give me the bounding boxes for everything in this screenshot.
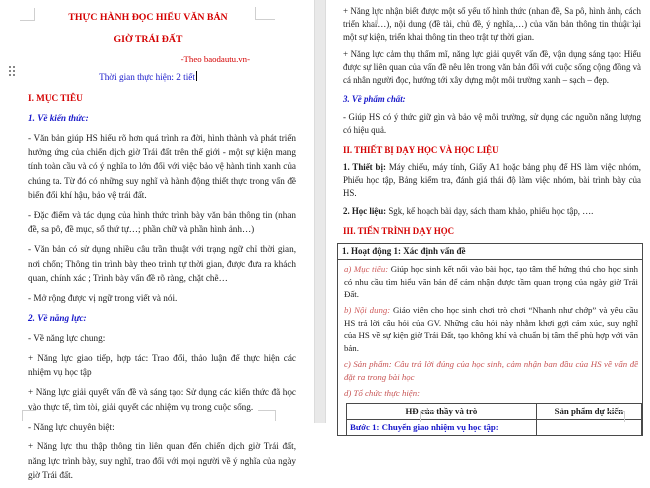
paragraph-kien-thuc-2: - Đặc điểm và tác dụng của hình thức trình bày văn bản thông tin (nhan đề, sa pô, đề mục, số thứ tự…; phần chữ và phần hình ảnh…) [28,210,296,235]
margin-corner-mark [420,411,435,422]
subheading-kien-thuc: 1. Về kiến thức: [28,113,89,123]
byline: -Theo baodautu.vn- [180,54,250,64]
margin-corner-mark [258,410,276,421]
muc-tieu-text: Giúp học sinh kết nối vào bài học, tạo tâm thế hứng thú cho học sinh có nhu cầu tìm hiểu văn bản để cảm nhận được tầm quan trọng của ngày giờ Trái Đất. [344,264,638,300]
hoc-lieu-text: Sgk, kế hoạch bài dạy, sách tham khảo, phiếu học tập, …. [386,205,594,216]
noi-dung-label: b) Nội dung: [344,305,391,316]
duration-line [28,71,268,84]
page-2[interactable] [326,0,650,432]
paragraph-nang-luc-chung: - Về năng lực chung: [28,332,106,343]
paragraph-pham-chat-1: - Giúp HS có ý thức giữ gìn và bảo vệ môi trường, sử dụng các nguồn năng lượng có hiệu quả. [343,111,641,135]
thiet-bi-label: 1. Thiết bị: [343,162,386,172]
margin-corner-mark [363,11,378,24]
paragraph-san-pham: c) Sản phẩm: Câu trả lời đúng của học sinh, cảm nhận ban đầu của HS về vấn đề đặt ra trong bài học [344,359,638,382]
paragraph-to-chuc: d) Tổ chức thực hiện: [344,387,421,398]
hoc-lieu-label: 2. Học liệu: [343,205,387,216]
margin-corner-mark [22,410,36,421]
thiet-bi-text: Máy chiếu, máy tính, Giấy A1 hoặc bảng phụ để HS làm việc nhóm, Phiếu học tập, Bảng kiểm tra, đánh giá thái độ làm việc nhóm, bài trình bày của HS. [343,162,641,198]
margin-corner-mark [607,411,625,422]
heading-tien-trinh: III. TIẾN TRÌNH DẠY HỌC [343,225,455,236]
paragraph-thiet-bi [343,161,641,200]
document-title-line1: THỰC HÀNH ĐỌC HIỂU VĂN BẢN [68,12,228,23]
duration-text: Thời gian thực hiện: 2 tiết [99,72,195,82]
paragraph-nang-luc-1: + Năng lực giao tiếp, hợp tác: Trao đổi, thảo luận để thực hiện các nhiệm vụ học tập [28,352,296,378]
text-cursor [196,71,197,81]
paragraph-hoc-lieu [343,205,641,218]
margin-corner-mark [255,7,275,20]
paragraph-nhan-biet-1: + Năng lực nhận biết được một số yếu tố hình thức (nhan đề, Sa pô, hình ảnh, cách triển khai…), nội dung (đề tài, chủ đề, ý nghĩa,…) của văn bản thông tin thuật lại một sự kiện, triển khai thông tin theo trật tự thời gian. [343,5,641,42]
activity-title-cell: 1. Hoạt động 1: Xác định vấn đề [338,244,642,260]
paragraph-nang-luc-4: + Năng lực thu thập thông tin liên quan đến chiến dịch giờ Trái đất, năng lực trình bày, suy nghĩ, trao đổi với mọi người về ý nghĩa của ngày giờ Trái đất. [28,441,296,481]
paragraph-nang-luc-3: - Năng lực chuyên biệt: [28,421,115,432]
paragraph-kien-thuc-3: - Văn bản có sử dụng nhiều câu trần thuật với trạng ngữ chỉ thời gian, nơi chốn; Thông tin trình bày theo trình tự thời gian, được đưa ra khách quan, chính xác ; Trình bày vấn đề rõ ràng, chặt chẽ… [28,244,296,284]
hd-table-col1-header: HĐ của thầy và trò [347,403,537,419]
heading-muc-tieu: I. MỤC TIÊU [28,93,83,103]
noi-dung-text: Giáo viên cho học sinh chơi trò chơi “Nhanh như chớp” và yêu cầu HS trả lời câu hỏi của GV. Những câu hỏi này nhằm khơi gợi cảm xúc, suy nghĩ của HS về sự kiện giờ Trái Đất, tạo không khí và chuẩn bị tâm thế phù hợp với văn bản. [344,305,639,354]
hd-table-col2-header: Sản phẩm dự kiến [536,403,641,419]
paragraph-noi-dung [344,304,638,354]
paragraph-muc-tieu [344,263,638,301]
hd-table [346,403,642,435]
page-gutter [314,0,326,423]
subheading-pham-chat: 3. Về phẩm chất: [343,94,406,104]
document-title-line2: GIỜ TRÁI ĐẤT [113,34,183,45]
muc-tieu-label: a) Mục tiêu: [344,264,389,274]
margin-corner-mark [620,10,637,23]
margin-corner-mark [20,8,35,21]
paragraph-kien-thuc-4: - Mở rộng được vị ngữ trong viết và nói. [28,293,178,304]
activity-table [337,243,643,436]
heading-thiet-bi: II. THIẾT BỊ DẠY HỌC VÀ HỌC LIỆU [343,144,499,155]
hd-table-row-1 [347,419,642,435]
activity-body-cell [338,263,642,399]
hd-table-header-row [347,403,642,419]
page-1-content[interactable] [28,6,296,488]
drag-handle-icon[interactable] [9,66,15,76]
hd-table-row1-left-cell: Bước 1: Chuyển giao nhiệm vụ học tập: [347,419,537,435]
paragraph-nang-luc-2: + Năng lực giải quyết vấn đề và sáng tạo: Sử dụng các kiến thức đã học vào thực tế, tìm tòi, giải quyết các nhiệm vụ trong cuộc sống. [28,387,296,412]
page-2-content[interactable] [343,0,641,436]
page-1[interactable] [0,0,314,481]
paragraph-kien-thuc-1: - Văn bản giúp HS hiểu rõ hơn quá trình ra đời, hình thành và phát triển hưởng ứng của chiến dịch giờ Trái đất trên thế giới - một sự kiện mang tính toàn cầu và có ý nghĩa to lớn đối với việc bảo vệ hành tinh xanh của chúng ta. Từ đó có những suy nghĩ và hành động thiết thực trong vấn đề biến đổi khí hậu, bảo vệ trái đất. [28,132,296,201]
subheading-nang-luc: 2. Về năng lực: [28,313,87,324]
paragraph-nhan-biet-2: + Năng lực cảm thụ thẩm mĩ, năng lực giải quyết vấn đề, vận dụng sáng tạo: Hiểu được sự liên quan của vấn đề nêu lên trong văn bản đối với cuộc sống cộng đồng và cá nhân người đọc, hướng tới xây dựng một môi trường xanh – sạch – đẹp. [343,49,642,85]
hd-table-row1-right-cell [536,419,641,435]
